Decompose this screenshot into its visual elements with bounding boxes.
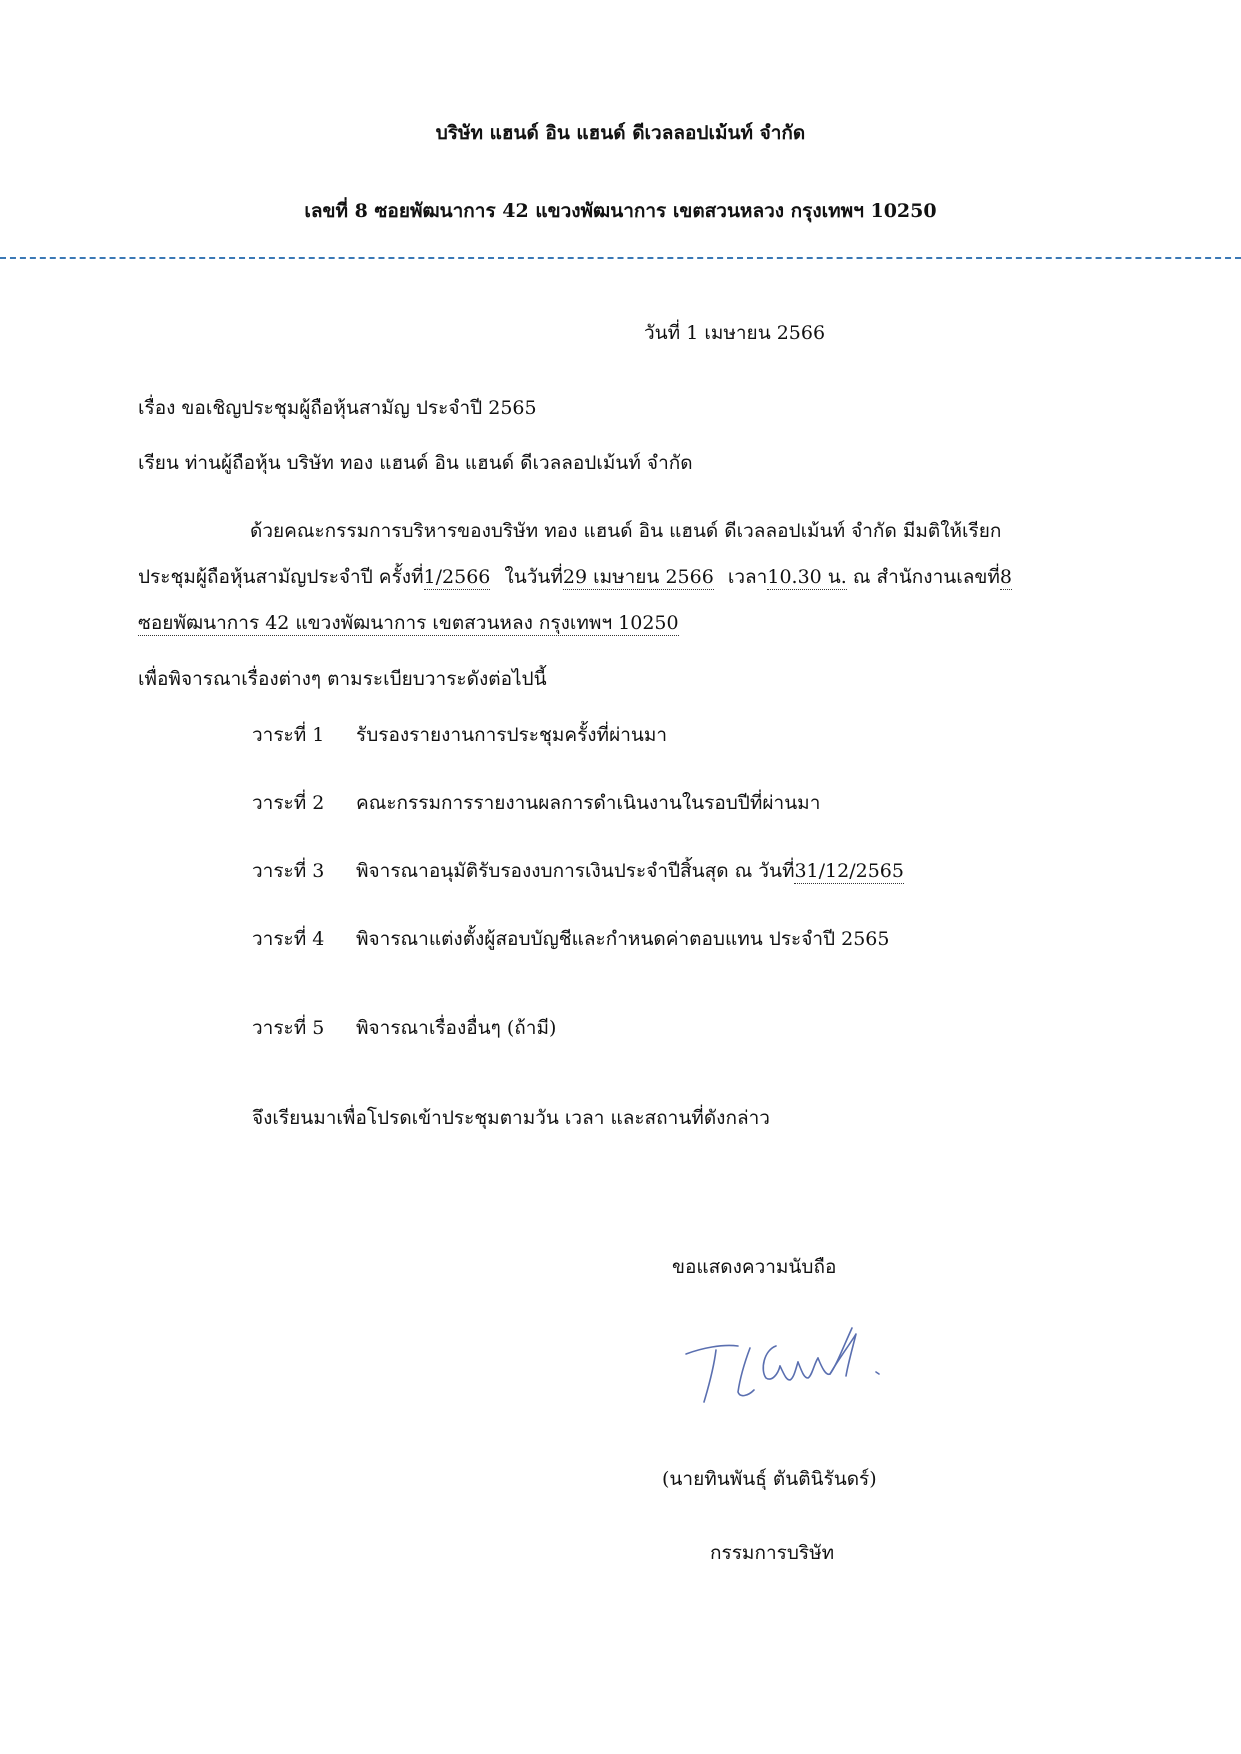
intro-paragraph-line2 <box>138 562 1012 592</box>
agenda-number: วาระที่ 5 <box>252 1017 325 1039</box>
handwritten-signature <box>680 1320 900 1410</box>
office-address: ซอยพัฒนาการ 42 แขวงพัฒนาการ เขตสวนหลง กรุงเทพฯ 10250 <box>138 612 679 634</box>
agenda-number: วาระที่ 1 <box>252 724 325 746</box>
header-separator <box>0 257 1241 259</box>
at-label: ณ สำนักงานเลขที่ <box>852 566 1000 588</box>
agenda-number: วาระที่ 2 <box>252 792 325 814</box>
agenda-text: พิจารณาแต่งตั้งผู้สอบบัญชีและกำหนดค่าตอบแทน ประจำปี 2565 <box>356 928 890 950</box>
agenda-text: รับรองรายงานการประชุมครั้งที่ผ่านมา <box>356 724 668 746</box>
intro-paragraph-line3 <box>138 608 679 638</box>
regards: ขอแสดงความนับถือ <box>672 1256 837 1278</box>
agenda-item <box>252 1013 556 1043</box>
meeting-time: 10.30 น. <box>767 566 847 588</box>
agenda-number: วาระที่ 4 <box>252 928 325 950</box>
agenda-item <box>252 788 820 818</box>
agenda-text: พิจารณาเรื่องอื่นๆ (ถ้ามี) <box>356 1017 557 1039</box>
agenda-text: พิจารณาอนุมัติรับรองงบการเงินประจำปีสิ้นสุด ณ วันที่ <box>356 860 795 882</box>
closing-sentence: จึงเรียนมาเพื่อโปรดเข้าประชุมตามวัน เวลา และสถานที่ดังกล่าว <box>252 1107 770 1129</box>
on-date-label: ในวันที่ <box>504 566 563 588</box>
intro-paragraph-line1: ด้วยคณะกรรมการบริหารของบริษัท ทอง แฮนด์ อิน แฮนด์ ดีเวลลอปเม้นท์ จำกัด มีมติให้เรียก <box>250 520 1002 542</box>
agenda-number: วาระที่ 3 <box>252 860 325 882</box>
intro-prefix: ประชุมผู้ถือหุ้นสามัญประจำปี ครั้งที่ <box>138 566 424 588</box>
signer-name: (นายทินพันธุ์ ตันตินิรันดร์) <box>662 1468 877 1490</box>
meeting-date: 29 เมษายน 2566 <box>562 566 714 588</box>
company-address: เลขที่ 8 ซอยพัฒนาการ 42 แขวงพัฒนาการ เขตสวนหลวง กรุงเทพฯ 10250 <box>304 200 937 222</box>
fiscal-year-end-date: 31/12/2565 <box>794 860 904 882</box>
meeting-number: 1/2566 <box>423 566 491 588</box>
time-label: เวลา <box>727 566 768 588</box>
letter-salutation: เรียน ท่านผู้ถือหุ้น บริษัท ทอง แฮนด์ อิน แฮนด์ ดีเวลลอปเม้นท์ จำกัด <box>138 452 693 474</box>
office-number: 8 <box>999 566 1012 588</box>
agenda-text: คณะกรรมการรายงานผลการดำเนินงานในรอบปีที่ผ่านมา <box>356 792 821 814</box>
agenda-item <box>252 856 904 886</box>
agenda-item <box>252 924 889 954</box>
signer-title: กรรมการบริษัท <box>710 1542 835 1564</box>
agenda-intro: เพื่อพิจารณาเรื่องต่างๆ ตามระเบียบวาระดังต่อไปนี้ <box>138 668 547 690</box>
company-name: บริษัท แฮนด์ อิน แฮนด์ ดีเวลลอปเม้นท์ จำกัด <box>435 122 806 144</box>
letter-subject: เรื่อง ขอเชิญประชุมผู้ถือหุ้นสามัญ ประจำปี 2565 <box>138 397 537 419</box>
agenda-item <box>252 720 667 750</box>
letter-date: วันที่ 1 เมษายน 2566 <box>644 322 826 344</box>
